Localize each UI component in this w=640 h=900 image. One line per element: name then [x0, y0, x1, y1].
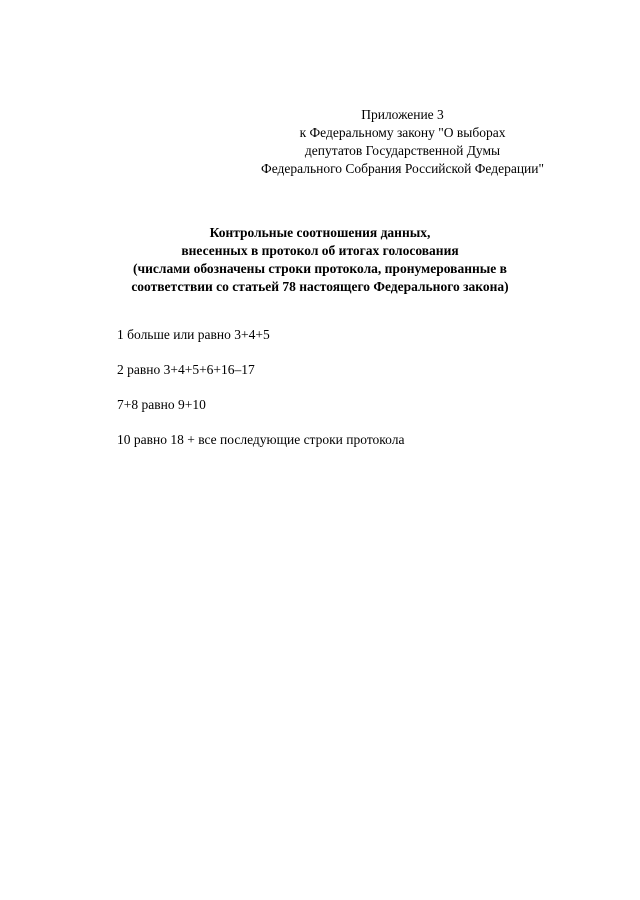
control-relation: 2 равно 3+4+5+6+16–17 — [117, 362, 255, 377]
control-relations-list — [117, 326, 404, 466]
title-line-1: Контрольные соотношения данных, — [209, 225, 431, 240]
appendix-law-name-end: Федерального Собрания Российской Федерации" — [261, 161, 544, 176]
title-line-4: соответствии со статьей 78 настоящего Федерального закона) — [131, 279, 509, 294]
control-relation: 7+8 равно 9+10 — [117, 397, 206, 412]
appendix-law-reference: к Федеральному закону "О выборах — [299, 125, 506, 140]
control-relation: 1 больше или равно 3+4+5 — [117, 327, 270, 342]
title-line-2: внесенных в протокол об итогах голосования — [181, 243, 459, 258]
appendix-law-name: депутатов Государственной Думы — [304, 143, 501, 158]
appendix-header — [261, 106, 544, 178]
document-title — [0, 224, 640, 296]
appendix-number: Приложение 3 — [361, 107, 444, 122]
title-line-3: (числами обозначены строки протокола, пронумерованные в — [133, 261, 507, 276]
control-relation: 10 равно 18 + все последующие строки протокола — [117, 432, 405, 447]
